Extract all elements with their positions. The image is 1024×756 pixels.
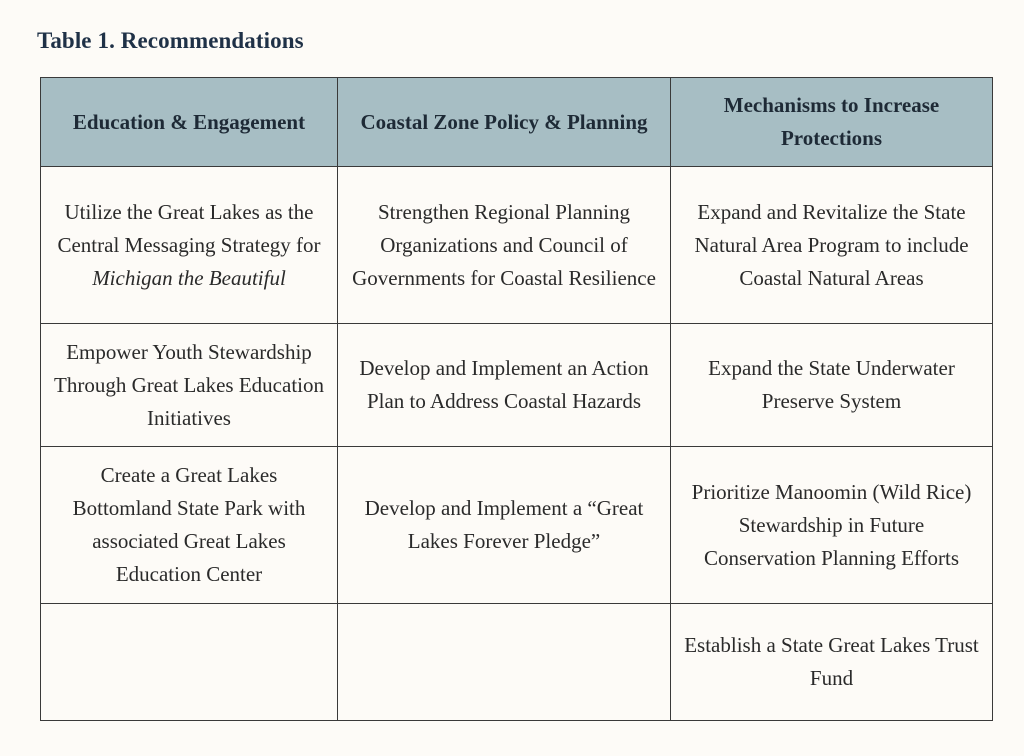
cell-education: Create a Great Lakes Bottomland State Park with associated Great Lakes Education Center [41, 447, 338, 604]
cell-policy: Develop and Implement a “Great Lakes Forever Pledge” [338, 447, 671, 604]
cell-policy-empty [338, 604, 671, 721]
table-caption: Table 1. Recommendations [37, 28, 304, 53]
table-row [41, 324, 993, 447]
cell-mechanisms: Establish a State Great Lakes Trust Fund [671, 604, 993, 721]
cell-education [41, 167, 338, 324]
header-coastal-zone-policy: Coastal Zone Policy & Planning [338, 78, 671, 167]
header-mechanisms: Mechanisms to Increase Protections [671, 78, 993, 167]
table-row [41, 447, 993, 604]
cell-mechanisms: Prioritize Manoomin (Wild Rice) Stewardship in Future Conservation Planning Efforts [671, 447, 993, 604]
cell-mechanisms: Expand the State Underwater Preserve System [671, 324, 993, 447]
cell-education: Empower Youth Stewardship Through Great Lakes Education Initiatives [41, 324, 338, 447]
cell-text: Utilize the Great Lakes as the Central Messaging Strategy for [57, 199, 321, 257]
cell-italic-text: Michigan the Beautiful [92, 265, 286, 290]
recommendations-table [40, 77, 993, 721]
cell-policy: Strengthen Regional Planning Organizations and Council of Governments for Coastal Resilience [338, 167, 671, 324]
cell-mechanisms: Expand and Revitalize the State Natural Area Program to include Coastal Natural Areas [671, 167, 993, 324]
cell-education-empty [41, 604, 338, 721]
cell-policy: Develop and Implement an Action Plan to Address Coastal Hazards [338, 324, 671, 447]
header-education-engagement: Education & Engagement [41, 78, 338, 167]
table-row [41, 167, 993, 324]
header-row [41, 78, 993, 167]
table-row [41, 604, 993, 721]
